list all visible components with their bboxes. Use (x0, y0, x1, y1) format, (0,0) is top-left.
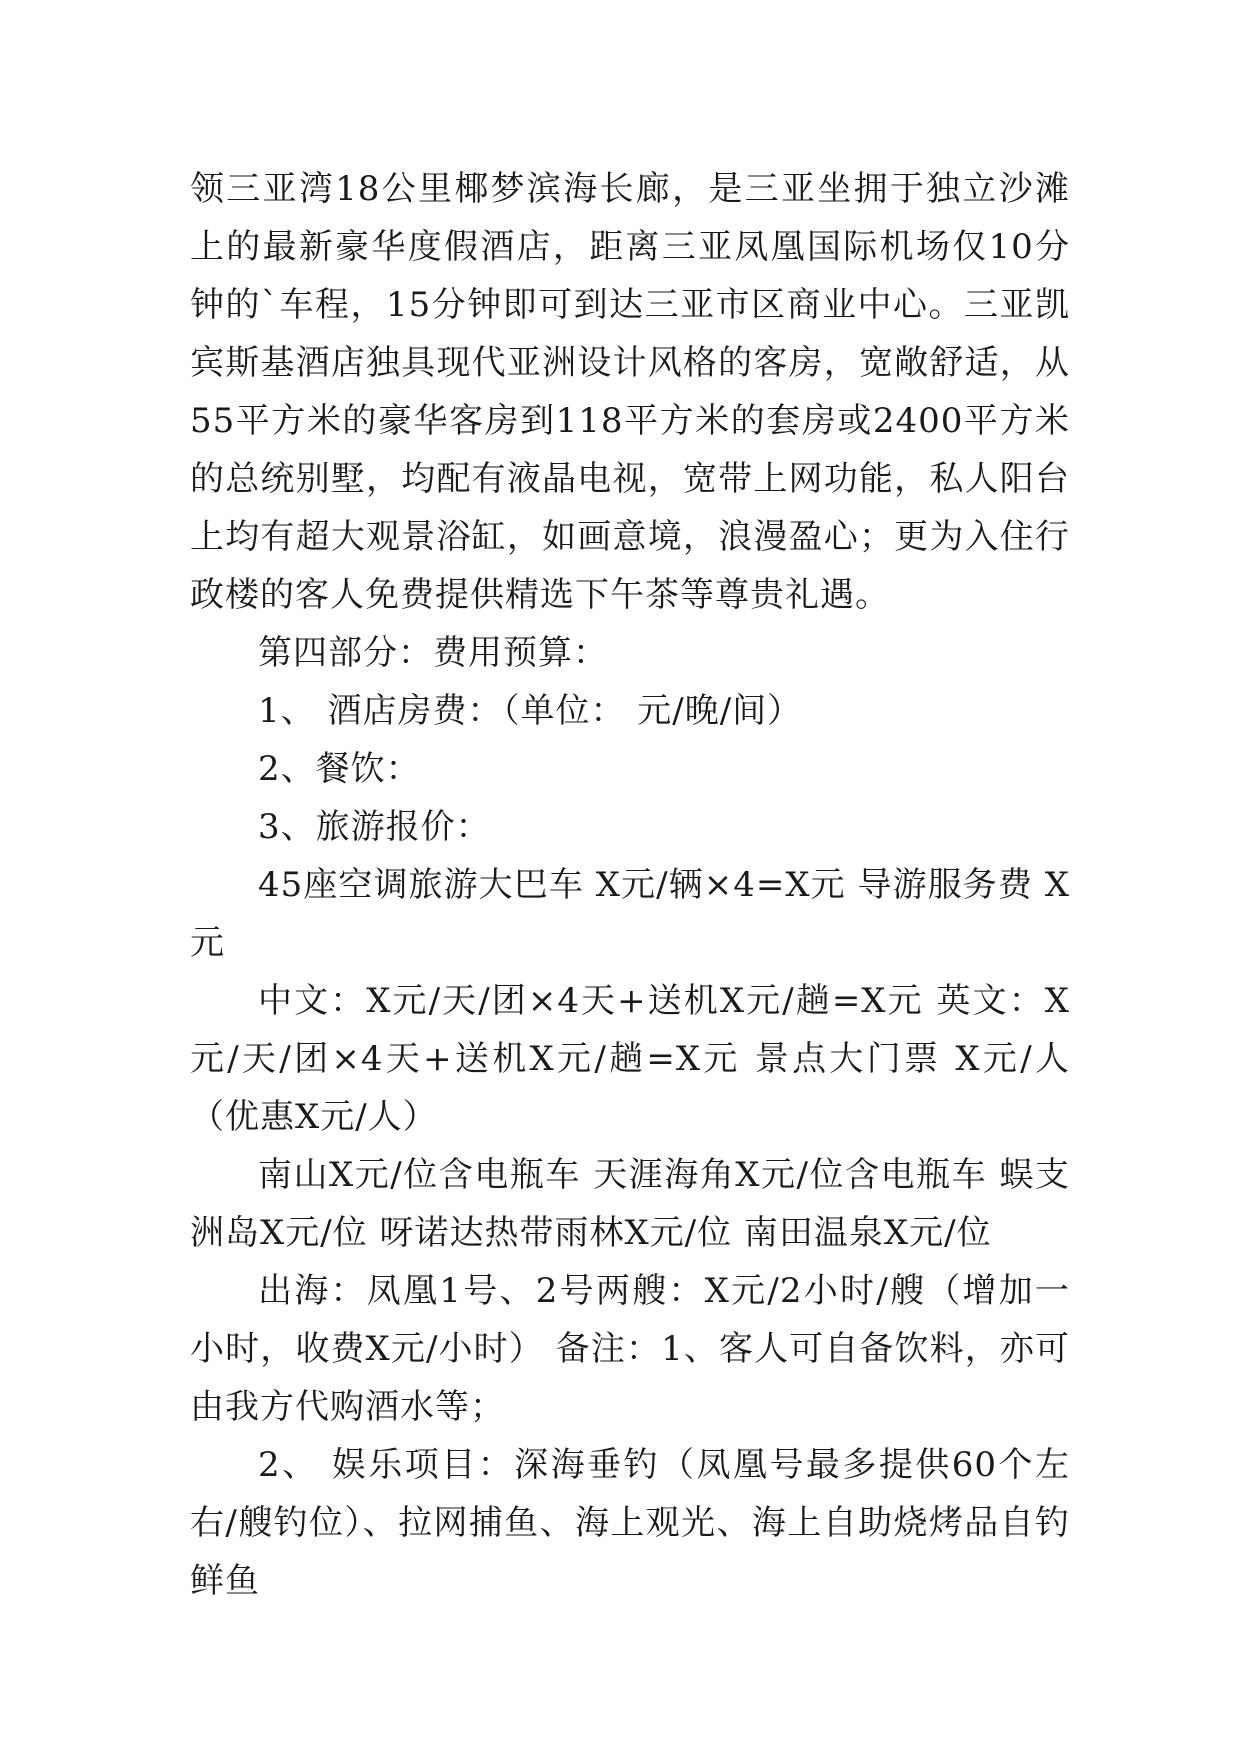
paragraph-tour-quote: 3、旅游报价： (258, 807, 491, 847)
paragraph-guide-languages: 中文：X元/天/团×4天+送机X元/趟=X元 英文：X元/天/团×4天+送机X元/趟=X元 景点大门票 X元/人（优惠X元/人） (190, 981, 1070, 1137)
paragraph-section-heading: 第四部分：费用预算： (258, 633, 608, 673)
paragraph-entertainment: 2、 娱乐项目：深海垂钓（凤凰号最多提供60个左右/艘钓位）、拉网捕鱼、海上观光、海上自助烧烤品自钓鲜鱼 (190, 1445, 1070, 1601)
body-text (190, 160, 1070, 1610)
paragraph-attractions: 南山X元/位含电瓶车 天涯海角X元/位含电瓶车 蜈支洲岛X元/位 呀诺达热带雨林X元/位 南田温泉X元/位 (190, 1155, 1070, 1253)
paragraph-dining: 2、餐饮： (258, 749, 421, 789)
paragraph-sea-trip: 出海：凤凰1号、2号两艘：X元/2小时/艘（增加一小时，收费X元/小时） 备注：1、客人可自备饮料，亦可由我方代购酒水等； (190, 1271, 1070, 1427)
paragraph-hotel-fee: 1、 酒店房费：（单位： 元/晚/间） (258, 691, 803, 731)
paragraph-hotel-description: 领三亚湾18公里椰梦滨海长廊，是三亚坐拥于独立沙滩上的最新豪华度假酒店，距离三亚凤凰国际机场仅10分钟的`车程，15分钟即可到达三亚市区商业中心。三亚凯宾斯基酒店独具现代亚洲设计风格的客房，宽敞舒适，从55平方米的豪华客房到118平方米的套房或2400平方米的总统别墅，均配有液晶电视，宽带上网功能，私人阳台上均有超大观景浴缸，如画意境，浪漫盈心；更为入住行政楼的客人免费提供精选下午茶等尊贵礼遇。 (190, 169, 1070, 615)
paragraph-bus-guide: 45座空调旅游大巴车 X元/辆×4=X元 导游服务费 X元 (190, 865, 1070, 963)
